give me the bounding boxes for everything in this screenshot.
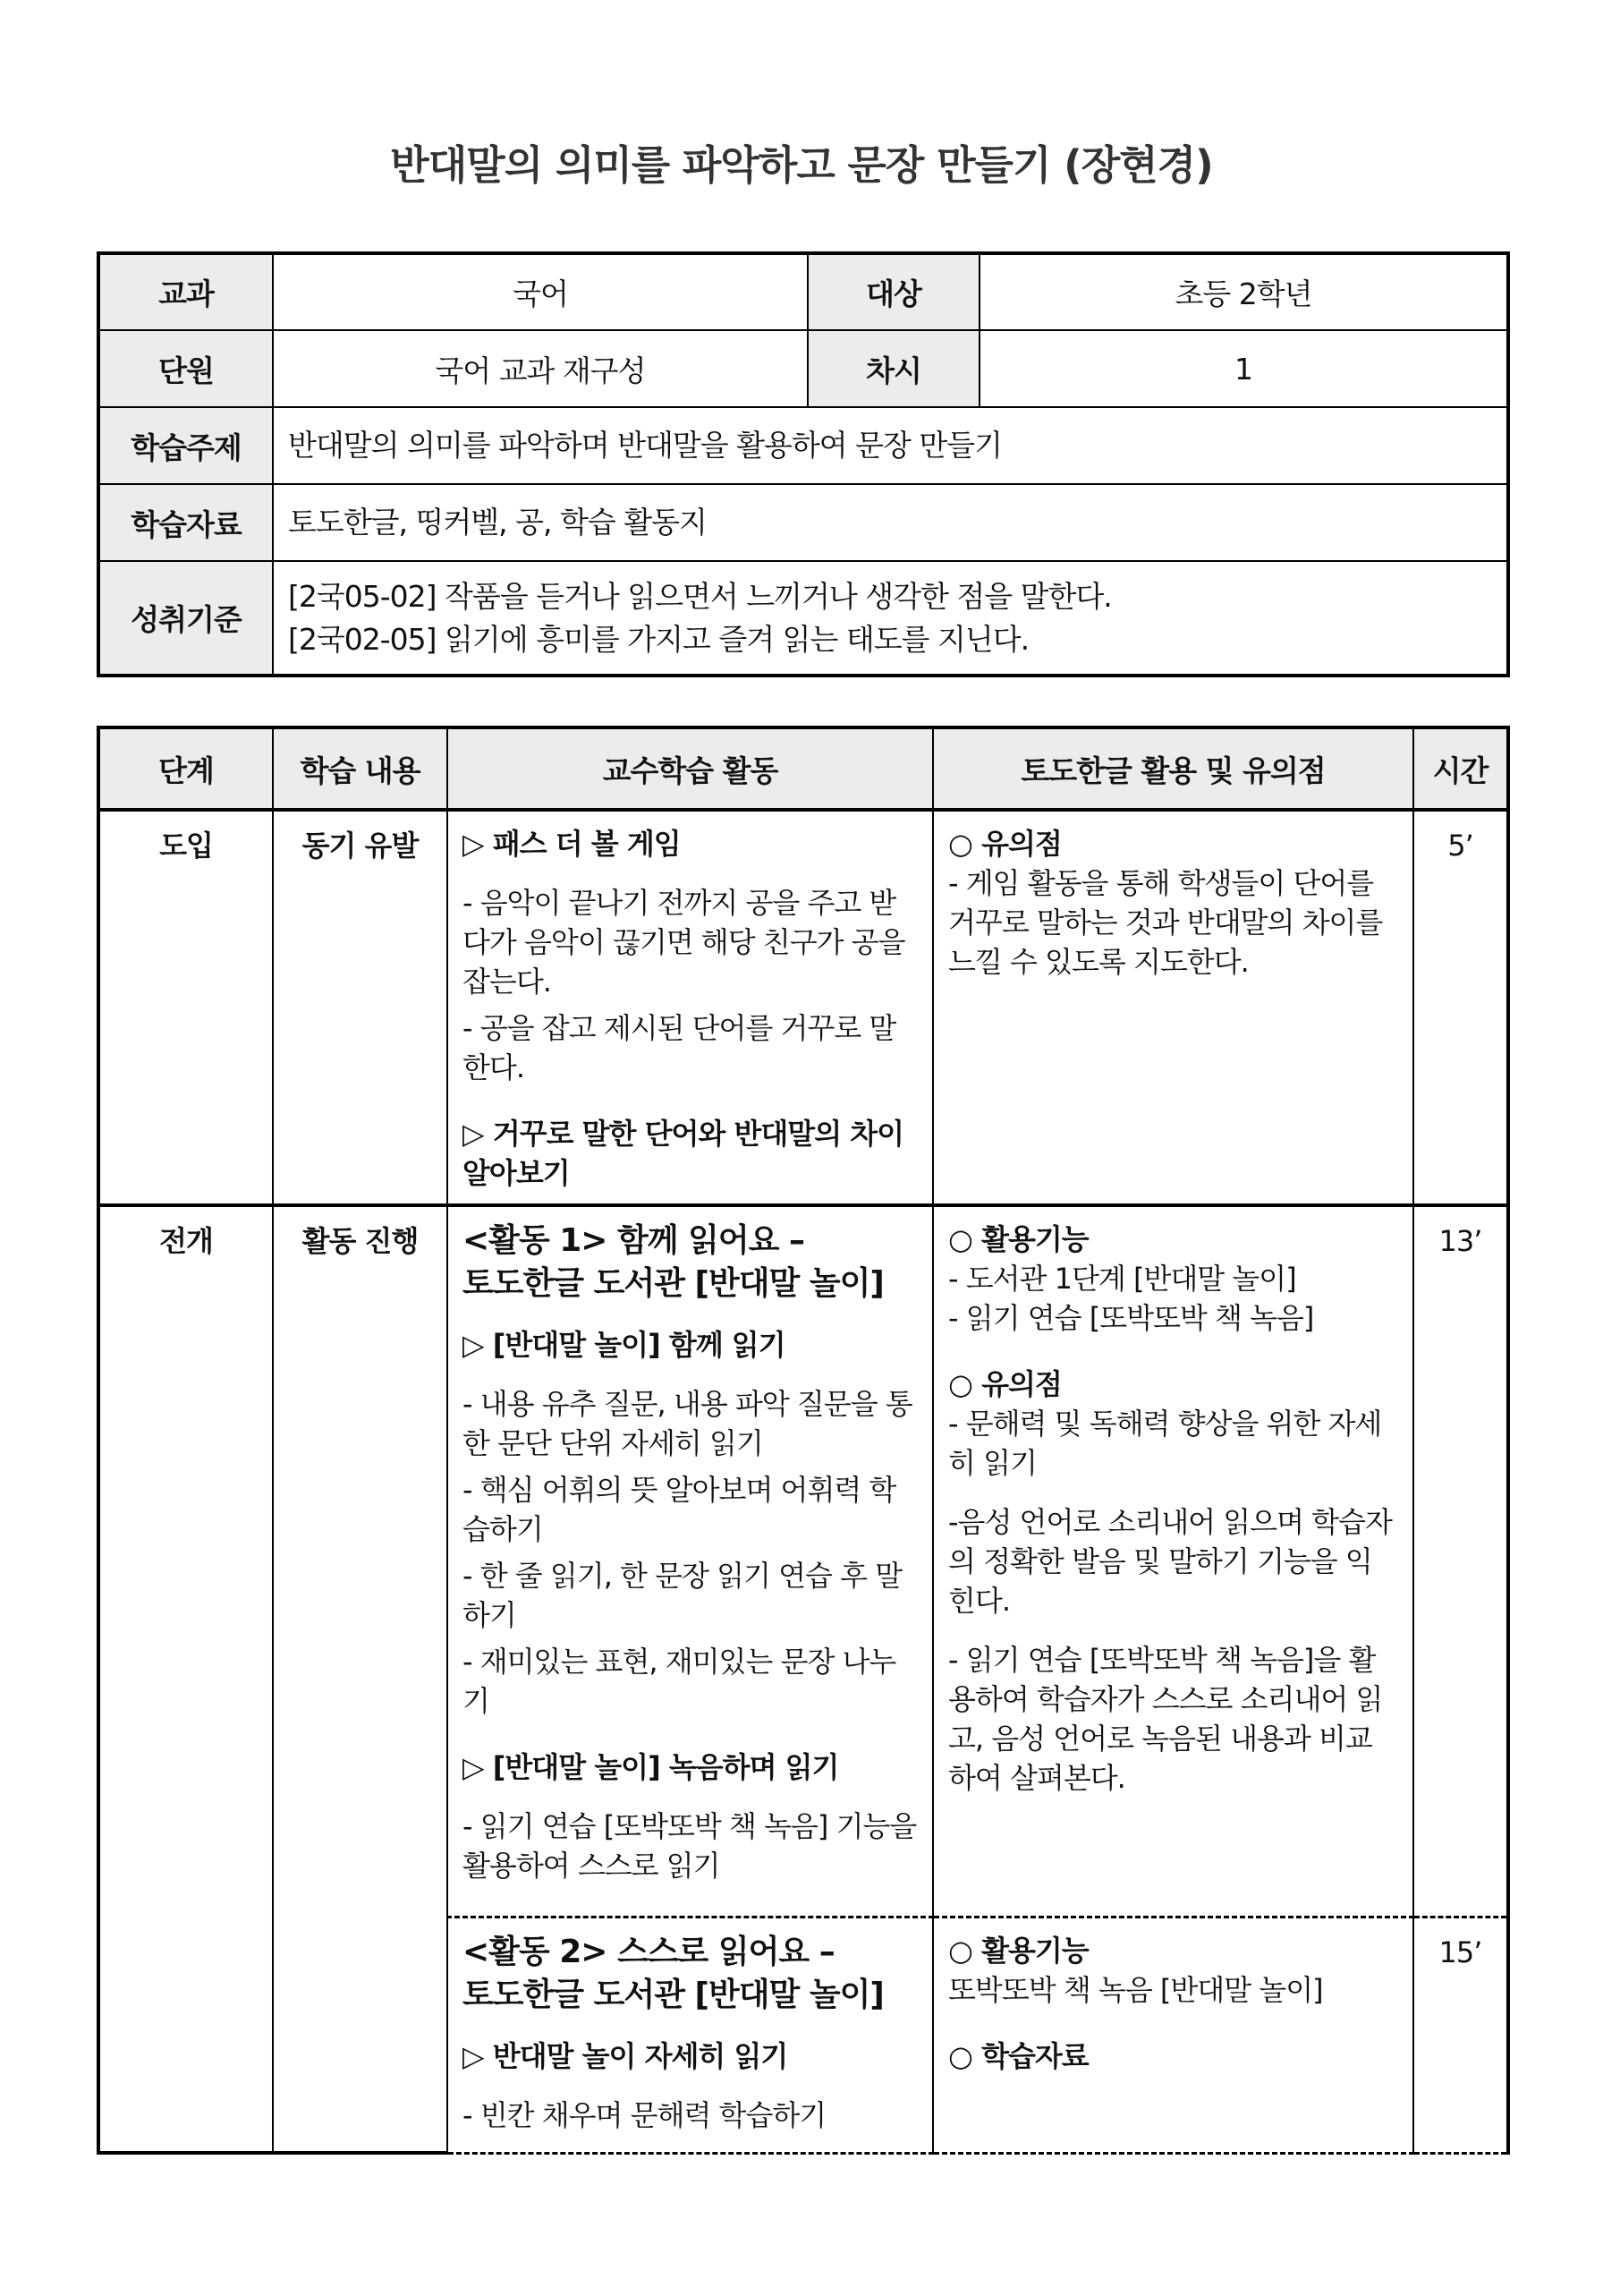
dev-content: 활동 진행 bbox=[273, 1205, 447, 2153]
act1-subheading: ▷ [반대말 놀이] 녹음하며 읽기 bbox=[462, 1750, 839, 1784]
intro-notes bbox=[933, 810, 1413, 1205]
target-value: 초등 2학년 bbox=[980, 253, 1508, 330]
act1-notes bbox=[933, 1205, 1413, 1917]
act1-line: - 핵심 어휘의 뜻 알아보며 어휘력 학습하기 bbox=[462, 1473, 896, 1546]
act2-material-heading: ○ 학습자료 bbox=[948, 2038, 1089, 2073]
intro-stage: 도입 bbox=[98, 810, 273, 1205]
act2-line: - 빈칸 채우며 문해력 학습하기 bbox=[462, 2097, 827, 2132]
session-value: 1 bbox=[980, 330, 1508, 407]
intro-note-text: - 게임 활동을 통해 학생들이 단어를 거꾸로 말하는 것과 반대말의 차이를 느낄 수 있도록 지도한다. bbox=[948, 866, 1383, 979]
intro-activity-heading: ▷ 패스 더 볼 게임 bbox=[462, 827, 681, 861]
act1-line: - 한 줄 읽기, 한 문장 읽기 연습 후 말하기 bbox=[462, 1559, 903, 1632]
topic-value: 반대말의 의미를 파악하며 반대말을 활용하여 문장 만들기 bbox=[273, 407, 1508, 484]
topic-label: 학습주제 bbox=[98, 407, 273, 484]
act1-title: <활동 1> 함께 읽어요 – bbox=[462, 1222, 804, 1259]
header-activity: 교수학습 활동 bbox=[447, 727, 933, 810]
intro-content: 동기 유발 bbox=[273, 810, 447, 1205]
act1-line: - 재미있는 표현, 재미있는 문장 나누기 bbox=[462, 1645, 896, 1718]
act1-caution-line: - 읽기 연습 [또박또박 책 녹음]을 활용하여 학습자가 스스로 소리내어 읽고, 음성 언어로 녹음된 내용과 비교하여 살펴본다. bbox=[948, 1643, 1383, 1795]
page-title: 반대말의 의미를 파악하고 문장 만들기 (장현경) bbox=[390, 141, 1213, 189]
unit-label: 단원 bbox=[98, 330, 273, 407]
unit-value: 국어 교과 재구성 bbox=[273, 330, 808, 407]
plan-table bbox=[97, 726, 1510, 2155]
act2-notes bbox=[933, 1917, 1413, 2153]
dev-stage: 전개 bbox=[98, 1205, 273, 2153]
standards-label: 성취기준 bbox=[98, 561, 273, 676]
act1-subheading: ▷ [반대말 놀이] 함께 읽기 bbox=[462, 1328, 785, 1362]
act1-line: - 읽기 연습 [또박또박 책 녹음] 기능을 활용하여 스스로 읽기 bbox=[462, 1809, 917, 1883]
act1-title: 토도한글 도서관 [반대말 놀이] bbox=[462, 1265, 884, 1302]
target-label: 대상 bbox=[808, 253, 980, 330]
act1-line: - 내용 유추 질문, 내용 파악 질문을 통한 문단 단위 자세히 읽기 bbox=[462, 1387, 912, 1460]
subject-label: 교과 bbox=[98, 253, 273, 330]
header-notes: 토도한글 활용 및 유의점 bbox=[933, 727, 1413, 810]
intro-note-heading: ○ 유의점 bbox=[948, 827, 1062, 861]
subject-value: 국어 bbox=[273, 253, 808, 330]
intro-activity-line: - 공을 잡고 제시된 단어를 거꾸로 말한다. bbox=[462, 1011, 896, 1084]
act1-caution-line: -음성 언어로 소리내어 읽으며 학습자의 정확한 발음 및 말하기 기능을 익힌다. bbox=[948, 1505, 1392, 1618]
session-label: 차시 bbox=[808, 330, 980, 407]
intro-activity-heading: ▷ 거꾸로 말한 단어와 반대말의 차이 알아보기 bbox=[462, 1117, 904, 1190]
act1-caution-line: - 문해력 및 독해력 향상을 위한 자세히 읽기 bbox=[948, 1407, 1382, 1480]
standards-value bbox=[273, 561, 1508, 676]
header-time: 시간 bbox=[1413, 727, 1508, 810]
act1-func-line: - 도서관 1단계 [반대말 놀이] bbox=[948, 1262, 1296, 1296]
act1-func-heading: ○ 활용기능 bbox=[948, 1222, 1089, 1256]
materials-value: 토도한글, 띵커벨, 공, 학습 활동지 bbox=[273, 484, 1508, 561]
act1-caution-heading: ○ 유의점 bbox=[948, 1367, 1062, 1401]
act1-time: 13’ bbox=[1413, 1205, 1508, 1917]
standard-item: [2국02-05] 읽기에 흥미를 가지고 즐겨 읽는 태도를 지닌다. bbox=[288, 621, 1030, 657]
intro-time: 5’ bbox=[1413, 810, 1508, 1205]
intro-activity bbox=[447, 810, 933, 1205]
act2-func-text: 또박또박 책 녹음 [반대말 놀이] bbox=[948, 1972, 1323, 2007]
header-content: 학습 내용 bbox=[273, 727, 447, 810]
act2-title: 토도한글 도서관 [반대말 놀이] bbox=[462, 1976, 884, 2013]
act2-activity bbox=[447, 1917, 933, 2153]
act1-func-line: - 읽기 연습 [또박또박 책 녹음] bbox=[948, 1301, 1314, 1335]
act2-title: <활동 2> 스스로 읽어요 – bbox=[462, 1933, 835, 1970]
act2-time: 15’ bbox=[1413, 1917, 1508, 2153]
act1-activity bbox=[447, 1205, 933, 1917]
act2-subheading: ▷ 반대말 놀이 자세히 읽기 bbox=[462, 2038, 788, 2073]
standard-item: [2국05-02] 작품을 듣거나 읽으면서 느끼거나 생각한 점을 말한다. bbox=[288, 578, 1112, 614]
act2-func-heading: ○ 활용기능 bbox=[948, 1933, 1089, 1968]
info-table bbox=[97, 251, 1510, 677]
header-stage: 단계 bbox=[98, 727, 273, 810]
materials-label: 학습자료 bbox=[98, 484, 273, 561]
intro-activity-line: - 음악이 끝나기 전까지 공을 주고 받다가 음악이 끊기면 해당 친구가 공을 잡는다. bbox=[462, 886, 905, 999]
